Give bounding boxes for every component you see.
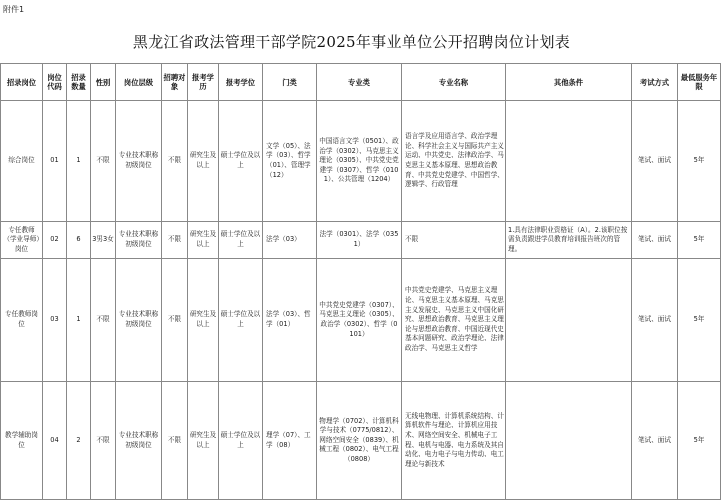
cell-category: 法学（03） <box>263 222 317 259</box>
header-exam: 考试方式 <box>632 64 678 101</box>
cell-degree: 硕士学位及以上 <box>219 382 263 500</box>
cell-major-name: 中共党史党建学、马克思主义理论、马克思主义基本原理、马克思主义发展史、马克思主义中国化研究、思想政治教育、马克思主义理论与思想政治教育、中国近现代史基本问题研究、政治学理论、法律政治学、马克思主义哲学 <box>402 259 506 382</box>
cell-education: 研究生及以上 <box>188 259 219 382</box>
cell-years: 5年 <box>678 382 721 500</box>
header-category: 门类 <box>263 64 317 101</box>
cell-gender: 不限 <box>91 259 116 382</box>
cell-major-class: 中国语言文学（0501）、政治学（0302）、马克思主义理论（0305）、中共党史党建学（0307）、哲学（0101）、公共管理（1204） <box>317 101 402 222</box>
cell-major-class: 物理学（0702）、计算机科学与技术（0775/0812）、网络空间安全（0839）、机械工程（0802）、电气工程（0808） <box>317 382 402 500</box>
document-title: 黑龙江省政法管理干部学院2025年事业单位公开招聘岗位计划表 <box>132 33 571 51</box>
header-years: 最低服务年限 <box>678 64 721 101</box>
cell-years: 5年 <box>678 222 721 259</box>
cell-category: 文学（05）、法学（03）、哲学（01）、管理学（12） <box>263 101 317 222</box>
cell-count: 1 <box>67 259 91 382</box>
cell-target: 不限 <box>162 382 188 500</box>
header-code: 岗位代码 <box>43 64 67 101</box>
cell-code: 04 <box>43 382 67 500</box>
cell-count: 6 <box>67 222 91 259</box>
cell-other <box>506 101 632 222</box>
cell-post: 教学辅助岗位 <box>1 382 43 500</box>
cell-level: 专业技术职称初级岗位 <box>116 101 162 222</box>
cell-level: 专业技术职称初级岗位 <box>116 382 162 500</box>
cell-level: 专业技术职称初级岗位 <box>116 259 162 382</box>
recruitment-plan-table <box>0 63 721 500</box>
cell-code: 01 <box>43 101 67 222</box>
header-row <box>1 64 721 101</box>
cell-years: 5年 <box>678 259 721 382</box>
table-row <box>1 259 721 382</box>
header-major-class: 专业类 <box>317 64 402 101</box>
cell-exam: 笔试、面试 <box>632 101 678 222</box>
cell-gender: 3男3女 <box>91 222 116 259</box>
header-degree: 报考学位 <box>219 64 263 101</box>
header-education: 报考学历 <box>188 64 219 101</box>
table-row <box>1 101 721 222</box>
cell-level: 专业技术职称初级岗位 <box>116 222 162 259</box>
cell-gender: 不限 <box>91 101 116 222</box>
cell-code: 03 <box>43 259 67 382</box>
cell-major-name: 不限 <box>402 222 506 259</box>
cell-post: 综合岗位 <box>1 101 43 222</box>
cell-major-class: 法学（0301）、法学（0351） <box>317 222 402 259</box>
cell-count: 1 <box>67 101 91 222</box>
cell-education: 研究生及以上 <box>188 382 219 500</box>
table-row <box>1 222 721 259</box>
cell-target: 不限 <box>162 222 188 259</box>
cell-post: 专任教师岗位 <box>1 259 43 382</box>
cell-other: 1.具有法律职业资格证（A）。2.该职位按需负责跟进学员教育培训报告班次的管理。 <box>506 222 632 259</box>
header-other: 其他条件 <box>506 64 632 101</box>
attachment-label: 附件1 <box>3 5 25 14</box>
cell-exam: 笔试、面试 <box>632 222 678 259</box>
header-count: 招录数量 <box>67 64 91 101</box>
cell-other <box>506 382 632 500</box>
cell-category: 理学（07）、工学（08） <box>263 382 317 500</box>
cell-degree: 硕士学位及以上 <box>219 259 263 382</box>
cell-other <box>506 259 632 382</box>
cell-gender: 不限 <box>91 382 116 500</box>
cell-target: 不限 <box>162 101 188 222</box>
cell-education: 研究生及以上 <box>188 222 219 259</box>
cell-target: 不限 <box>162 259 188 382</box>
header-target: 招聘对象 <box>162 64 188 101</box>
cell-post: 专任教师（学业导师）岗位 <box>1 222 43 259</box>
cell-major-name: 语言学及应用语言学、政治学理论、科学社会主义与国际共产主义运动、中共党史、法律政治学、马克思主义基本原理、思想政治教育、中共党史党建学、中国哲学、逻辑学、行政管理 <box>402 101 506 222</box>
table-row <box>1 382 721 500</box>
cell-count: 2 <box>67 382 91 500</box>
cell-category: 法学（03）、哲学（01） <box>263 259 317 382</box>
header-major-name: 专业名称 <box>402 64 506 101</box>
header-post: 招录岗位 <box>1 64 43 101</box>
header-gender: 性别 <box>91 64 116 101</box>
cell-major-class: 中共党史党建学（0307）、马克思主义理论（0305）、政治学（0302）、哲学（0101） <box>317 259 402 382</box>
cell-major-name: 无线电物理、计算机系统结构、计算机软件与理论、计算机应用技术、网络空间安全、机械电子工程、电机与电器、电力系统及其自动化、电力电子与电力传动、电工理论与新技术 <box>402 382 506 500</box>
cell-years: 5年 <box>678 101 721 222</box>
header-level: 岗位层级 <box>116 64 162 101</box>
cell-exam: 笔试、面试 <box>632 382 678 500</box>
cell-degree: 硕士学位及以上 <box>219 222 263 259</box>
cell-exam: 笔试、面试 <box>632 259 678 382</box>
cell-code: 02 <box>43 222 67 259</box>
cell-degree: 硕士学位及以上 <box>219 101 263 222</box>
cell-education: 研究生及以上 <box>188 101 219 222</box>
